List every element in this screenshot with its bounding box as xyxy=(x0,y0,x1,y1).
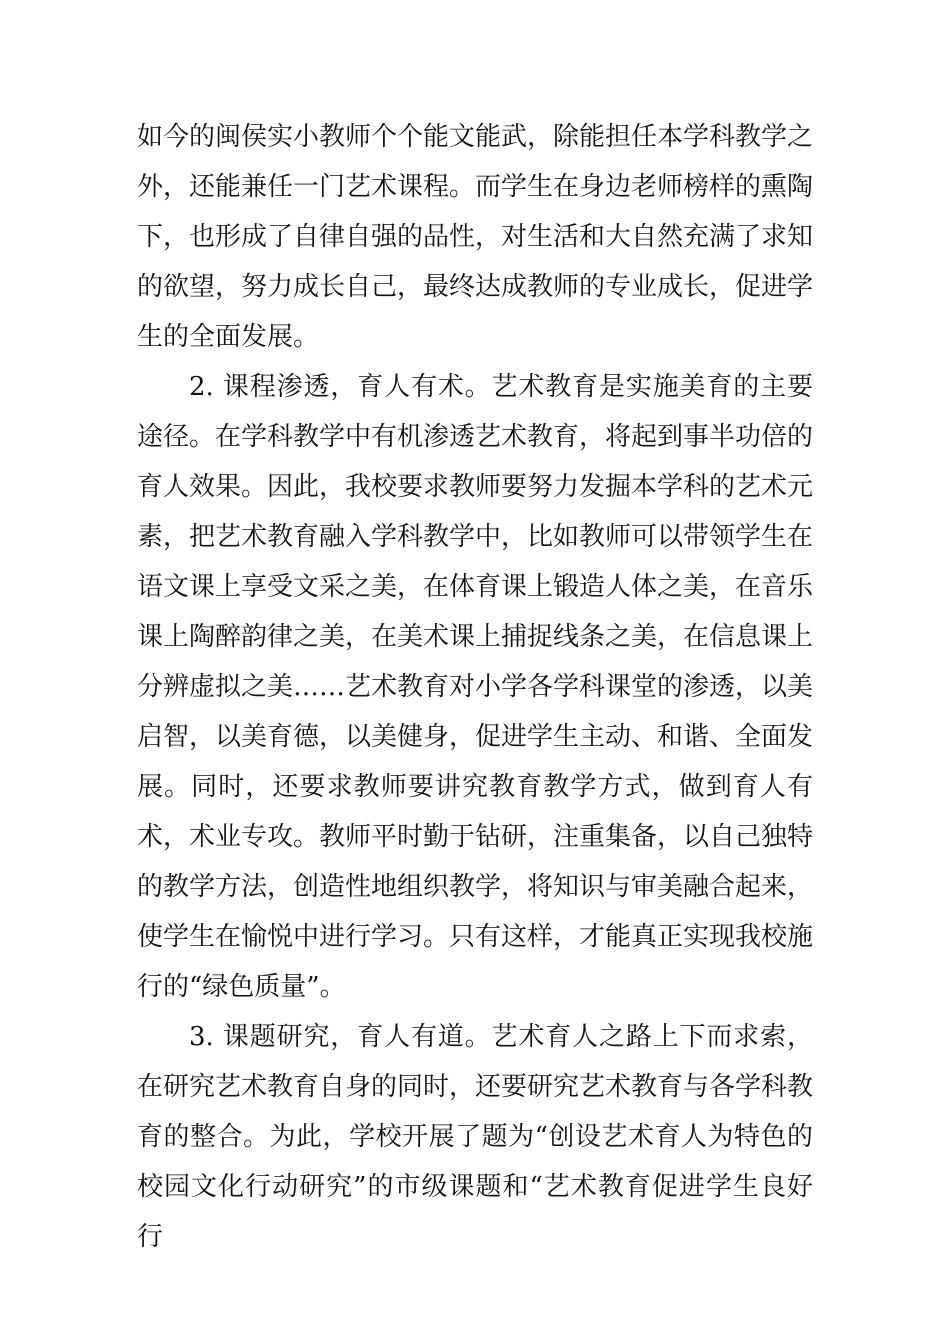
paragraph-continued: 如今的闽侯实小教师个个能文能武，除能担任本学科教学之外，还能兼任一门艺术课程。而学生在身边老师榜样的熏陶下，也形成了自律自强的品性，对生活和大自然充满了求知的欲望，努力成长自己，最终达成教师的专业成长，促进学生的全面发展。 xyxy=(137,122,814,352)
paragraph-research: 3. 课题研究，育人有道。艺术育人之路上下而求索，在研究艺术教育自身的同时，还要研究艺术教育与各学科教育的整合。为此，学校开展了题为“创设艺术育人为特色的校园文化行动研究”的市级课题和“艺术教育促进学生良好行 xyxy=(137,1022,814,1252)
document-body xyxy=(137,112,813,1262)
paragraph-course-integration: 2. 课程渗透，育人有术。艺术教育是实施美育的主要途径。在学科教学中有机渗透艺术教育，将起到事半功倍的育人效果。因此，我校要求教师要努力发掘本学科的艺术元素，把艺术教育融入学科教学中，比如教师可以带领学生在语文课上享受文采之美，在体育课上锻造人体之美，在音乐课上陶醉韵律之美，在美术课上捕捉线条之美，在信息课上分辨虚拟之美……艺术教育对小学各学科课堂的渗透，以美启智，以美育德，以美健身，促进学生主动、和谐、全面发展。同时，还要求教师要讲究教育教学方式，做到育人有术，术业专攻。教师平时勤于钻研，注重集备，以自己独特的教学方法，创造性地组织教学，将知识与审美融合起来，使学生在愉悦中进行学习。只有这样，才能真正实现我校施行的“绿色质量”。 xyxy=(137,372,814,1002)
